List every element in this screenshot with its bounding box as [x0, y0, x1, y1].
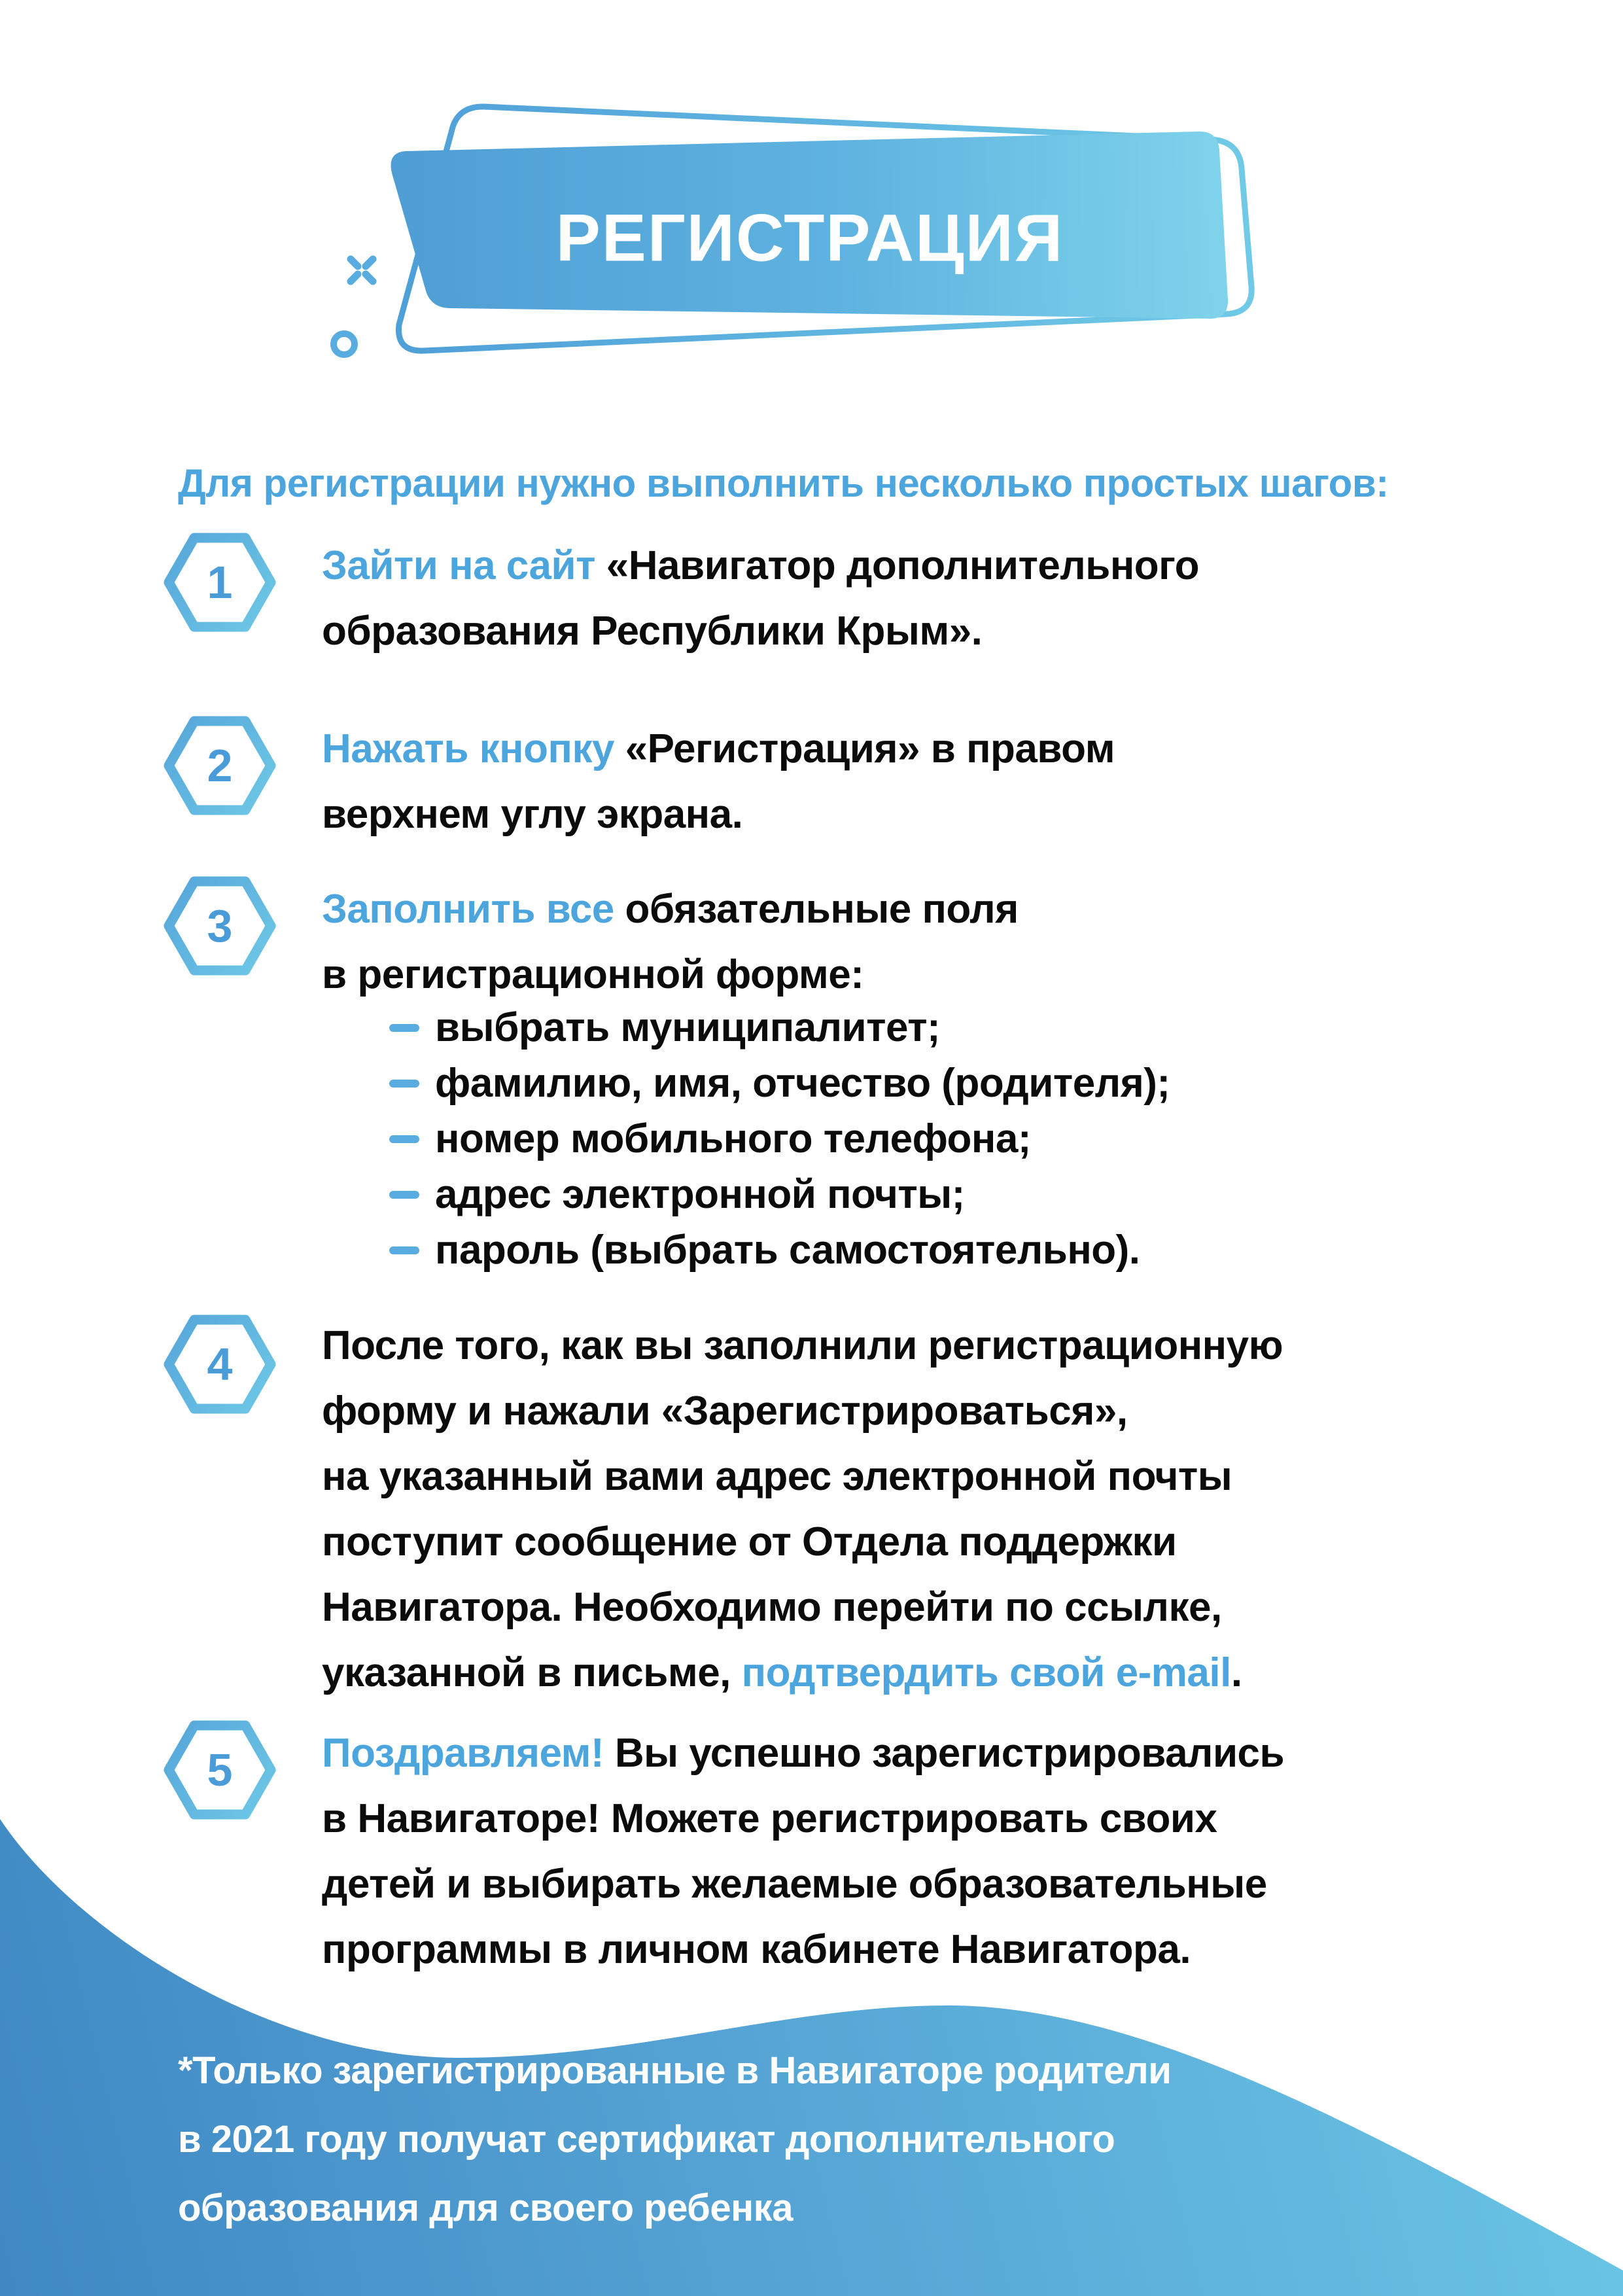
step-body: программы в личном кабинете Навигатора. — [322, 1927, 1191, 1972]
footer-line: образования для своего ребенка — [178, 2187, 793, 2229]
step-number: 2 — [207, 740, 233, 791]
step-number: 5 — [207, 1744, 233, 1795]
step-number: 3 — [207, 900, 233, 951]
step-badge-2 — [161, 713, 279, 818]
step-lead: Нажать кнопку — [322, 726, 625, 771]
step-number: 4 — [207, 1339, 233, 1390]
step-line — [322, 1721, 1284, 1786]
list-item — [389, 1167, 1170, 1222]
step-line — [322, 877, 1019, 942]
step-line — [322, 533, 1199, 599]
step-line — [322, 1444, 1283, 1510]
step-body: Навигатора. Необходимо перейти по ссылке, — [322, 1585, 1222, 1630]
circle-decor-icon — [334, 334, 355, 355]
footer-line: в 2021 году получат сертификат дополнительного — [178, 2118, 1115, 2161]
list-item-label: номер мобильного телефона; — [435, 1116, 1031, 1161]
step-body: Вы успешно зарегистрировались — [614, 1731, 1285, 1776]
list-item-label: адрес электронной почты; — [435, 1172, 965, 1217]
step-lead: Зайти на сайт — [322, 543, 606, 588]
step-line — [322, 1852, 1284, 1917]
step-body: в регистрационной форме: — [322, 952, 864, 997]
step-lead: Заполнить все — [322, 887, 625, 932]
step-body: детей и выбирать желаемые образовательные — [322, 1862, 1267, 1907]
dash-icon — [389, 1080, 419, 1087]
step-3-text — [322, 877, 1019, 1008]
step-body: После того, как вы заполнили регистрационную — [322, 1323, 1283, 1368]
step-line — [322, 1917, 1284, 1983]
step-badge-5 — [161, 1718, 279, 1822]
dash-icon — [389, 1135, 419, 1143]
step-body: форму и нажали «Зарегистрироваться», — [322, 1388, 1128, 1434]
step-line — [322, 1640, 1283, 1706]
list-item — [389, 1055, 1170, 1111]
dash-icon — [389, 1024, 419, 1032]
step-badge-4 — [161, 1312, 279, 1417]
list-item-label: выбрать муниципалитет; — [435, 1005, 941, 1050]
required-fields-list — [389, 1000, 1170, 1278]
step-line — [322, 1510, 1283, 1575]
step-body: в Навигаторе! Можете регистрировать своих — [322, 1796, 1217, 1841]
step-line — [322, 1786, 1284, 1852]
step-body: верхнем углу экрана. — [322, 792, 743, 837]
step-line — [322, 1575, 1283, 1640]
step-line — [322, 716, 1115, 782]
step-line — [322, 1379, 1283, 1444]
step-lead: Поздравляем! — [322, 1731, 615, 1776]
step-body: на указанный вами адрес электронной почты — [322, 1454, 1232, 1499]
step-highlight: подтвердить свой e-mail — [741, 1650, 1231, 1695]
footer-note — [178, 2036, 1171, 2242]
step-body: «Регистрация» в правом — [625, 726, 1115, 771]
step-2-text — [322, 716, 1115, 847]
step-body: . — [1230, 1650, 1242, 1695]
list-item — [389, 1222, 1170, 1278]
step-line — [322, 599, 1199, 664]
step-body: поступит сообщение от Отдела поддержки — [322, 1519, 1177, 1564]
intro-text: Для регистрации нужно выполнить несколько простых шагов: — [178, 461, 1389, 505]
list-item — [389, 1000, 1170, 1055]
dash-icon — [389, 1246, 419, 1254]
list-item — [389, 1111, 1170, 1167]
footer-line: *Только зарегистрированные в Навигаторе родители — [178, 2049, 1172, 2092]
step-body: образования Республики Крым». — [322, 609, 983, 654]
step-line — [322, 782, 1115, 847]
step-badge-1 — [161, 530, 279, 635]
step-body: «Навигатор дополнительного — [606, 543, 1200, 588]
step-4-text — [322, 1313, 1283, 1706]
step-line — [322, 942, 1019, 1008]
list-item-label: фамилию, имя, отчество (родителя); — [435, 1061, 1170, 1106]
list-item-label: пароль (выбрать самостоятельно). — [435, 1227, 1140, 1273]
sparkle-x-icon — [351, 259, 373, 281]
step-1-text — [322, 533, 1199, 664]
dash-icon — [389, 1191, 419, 1199]
step-body: обязательные поля — [625, 887, 1019, 932]
step-badge-3 — [161, 874, 279, 978]
step-number: 1 — [207, 557, 233, 608]
page-title: РЕГИСТРАЦИЯ — [555, 200, 1064, 275]
step-body: указанной в письме, — [322, 1650, 742, 1695]
step-5-text — [322, 1721, 1284, 1983]
step-line — [322, 1313, 1283, 1379]
